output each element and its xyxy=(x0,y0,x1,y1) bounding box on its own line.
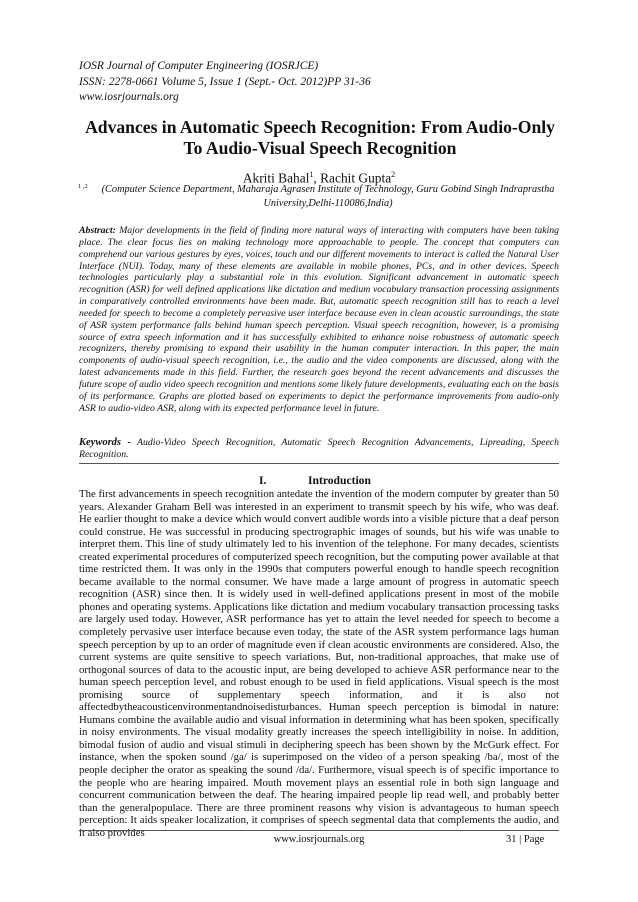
footer-page-number: 31 | Page xyxy=(506,834,545,845)
journal-url[interactable]: www.iosrjournals.org xyxy=(79,91,179,103)
journal-header xyxy=(79,59,559,106)
author-1-affil-mark: 1 xyxy=(309,170,314,179)
paper-title xyxy=(70,117,570,159)
body-text: The first advancements in speech recognition antedate the invention of the modern computer by greater than 50 years. Alexander Graham Bell was interested in an experiment to transmit speech by his wife, who was deaf. He earlier thought to make a device which would convert audible words into a visible picture that a deaf person could construe. He was successful in producing spectrographic images of sounds, but his wife was unable to interpret them. This line of study ultimately led to his invention of the telephone. For many decades, scientists created experimental procedures of computerized speech recognition, but the computing power available at that time restricted them. It was only in the 1990s that computers powerful enough to handle speech recognition became available to the normal consumer. We have made a large amount of progress in automatic speech recognition (ASR) since then. It is widely used in well-defined applications present in most of the mobile phones and operating systems. Applications like dictation and medium vocabulary transaction processing tasks are largely used today. However, ASR performance has yet to attain the level needed for speech to become a completely pervasive user interface because even today, the state of the ASR system performance lags human speech perception by up to an order of magnitude even if clean acoustic environments are considered. Also, the current systems are quite sensitive to speech variations. But, non-traditional approaches, that make use of orthogonal sources of data to the acoustic input, are being developed to achieve ASR performance near to the human speech perception level, and robust enough to be used in field applications. Visual speech is the most promising source of supplementary speech information, and it is also not affectedbytheacousticenvironmentandnoisedisturbances. Human speech perception is bimodal in nature: Humans combine the available audio and visual information in determining what has been spoken, specifically in noisy environments. The visual modality greatly increases the speech intelligibility in noise. In addition, bimodal fusion of audio and visual stimuli in deciphering speech has been shown by the McGurk effect. For instance, when the spoken sound /ga/ is superimposed on the video of a person speaking /ba/, most of the people decipher the orator as speaking the sound /da/. Furthermore, visual speech is of specific importance to the people who are hearing impaired. Mouth movement plays an essential role in both sign language and concurrent communication between the deaf. The hearing impaired people lip read well, and probably better than the generalpopulace. There are three prominent reasons why vision is advantageous to human speech perception: It aids speaker localization, it comprises of speech segmental data that complements the audio, and it also provides xyxy=(79,488,559,839)
journal-issn: ISSN: 2278-0661 Volume 5, Issue 1 (Sept.- Oct. 2012)PP 31-36 xyxy=(79,75,371,88)
abstract-divider xyxy=(79,463,559,464)
author-1: Akriti Bahal xyxy=(242,170,310,186)
keywords-text: Audio-Video Speech Recognition, Automatic Speech Recognition Advancements, Lipreading, Speech Recognition. xyxy=(79,437,560,461)
affiliation-line1: (Computer Science Department, Maharaja Agrasen Institute of Technology, Guru Gobind Singh Indraprastha xyxy=(101,184,555,195)
abstract-text: Major developments in the field of finding more natural ways of interacting with computers have been taking place. The clear focus lies on making technology more approachable to people. The concept that computers can comprehend our various gestures by eyes, voices, touch and our different movements to interact is called the Natural User Interface (NUI). Today, many of these elements are available in mobile phones, PCs, and in other devices. Speech technologies particularly play a substantial role in this evolution. Significant advancement in automatic speech recognition (ASR) for well defined applications like dictation and medium vocabulary transaction processing assignments in comparatively controlled environments have been made. But, automatic speech recognition still has to reach a level needed for speech to become a completely pervasive user interface because even in clean acoustic surroundings, the state of ASR system performance falls behind human speech perception. Visual speech recognition, however, is a promising source of extra speech information and it has successfully exhibited to enhance noise robustness of automatic speech recognizers, thereby promising to expand their usability in the human computer interaction. In this paper, the main components of audio-visual speech recognition, i.e., the audio and the video components are discussed, along with the latest advancements made in this field. Further, the research goes beyond the recent advancements and discusses the future scope of audio video speech recognition and mentions some likely future developments, evaluating each on the basis of its performance. Graphs are plotted based on experiments to depict the performance improvements from audio-only ASR to audio-video ASR, along with its expected performance level in future. xyxy=(79,225,559,414)
affiliation-line2: University,Delhi-110086,India) xyxy=(263,198,393,209)
section-title: Introduction xyxy=(308,474,371,487)
author-2: Rachit Gupta xyxy=(320,170,392,186)
author-2-affil-mark: 2 xyxy=(391,170,396,179)
keywords-label: Keywords - xyxy=(79,437,131,448)
abstract xyxy=(79,225,559,415)
section-number: I. xyxy=(259,474,267,487)
author-separator: , xyxy=(313,170,321,186)
paper-title-line1: Advances in Automatic Speech Recognition: From Audio-Only xyxy=(85,117,555,137)
footer-url[interactable]: www.iosrjournals.org xyxy=(273,834,365,845)
paper-title-line2: To Audio-Visual Speech Recognition xyxy=(183,138,457,158)
journal-name: IOSR Journal of Computer Engineering (IOSRJCE) xyxy=(79,60,319,72)
affiliation xyxy=(84,183,572,211)
abstract-label: Abstract: xyxy=(79,225,116,236)
affiliation-mark: 1 ,2 xyxy=(78,183,88,190)
footer-divider xyxy=(79,830,559,831)
keywords xyxy=(79,437,559,462)
